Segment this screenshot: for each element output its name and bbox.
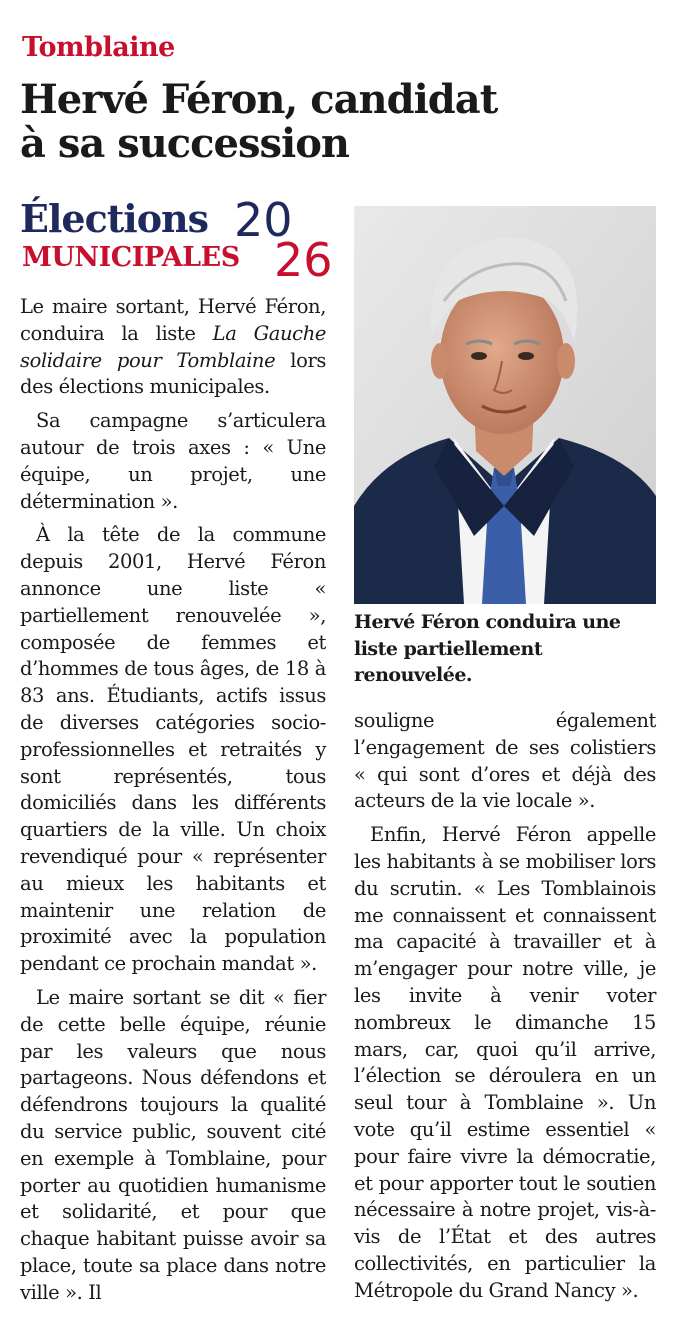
- elections-2026-logo: [20, 196, 340, 286]
- paragraph-4: Le maire sortant se dit « fier de cette belle équipe, réunie par les valeurs que nous partageons. Nous défendons et défendrons toujours la qualité du service public, souvent cité en exemple à Tomblaine, pour porter au quotidien humanisme et solidarité, et pour que chaque habitant puisse avoir sa place, toute sa place dans notre ville ». Il: [20, 985, 326, 1304]
- paragraph-2: Sa campagne s’articulera autour de trois axes : « Une équipe, un projet, une détermination ».: [20, 409, 326, 513]
- headline: [20, 78, 660, 166]
- logo-year-bottom: 26: [274, 233, 333, 280]
- candidate-photo: [354, 206, 656, 604]
- logo-year-graphic: [232, 196, 342, 280]
- article-column-right: [354, 708, 656, 1312]
- photo-caption: Hervé Féron conduira une liste partiellement renouvelée.: [354, 611, 621, 686]
- paragraph-3: À la tête de la commune depuis 2001, Hervé Féron annonce une liste « partiellement renouvelée », composée de femmes et d’hommes de tous âges, de 18 à 83 ans. Étudiants, actifs issus de diverses catégories socio-professionnelles et retraités y sont représentés, tous domiciliés dans les différents quartiers de la ville. Un choix revendiqué pour « représenter au mieux les habitants et maintenir une relation de proximité avec la population pendant ce prochain mandat ».: [20, 523, 326, 976]
- logo-elections-text: Élections: [20, 196, 209, 241]
- list-name-italic: La Gauche solidaire pour Tomblaine: [20, 321, 326, 372]
- headline-line-2: à sa succession: [20, 120, 349, 167]
- portrait-illustration: [354, 206, 656, 604]
- section-label: Tomblaine: [22, 32, 175, 63]
- logo-municipales-text: MUNICIPALES: [22, 242, 240, 273]
- paragraph-6: Enfin, Hervé Féron appelle les habitants à se mobiliser lors du scrutin. « Les Tomblainois me connaissent et connaissent ma capacité à travailler et à m’engager pour notre ville, je les invite à venir voter nombreux le dimanche 15 mars, car, quoi qu’il arrive, l’élection se déroulera en un seul tour à Tomblaine ». Un vote qu’il estime essentiel « pour faire vivre la démocratie, et pour apporter tout le soutien nécessaire à notre projet, vis-à-vis de l’État et des autres collectivités, en particulier la Métropole du Grand Nancy ».: [354, 823, 656, 1302]
- logo-year-top: 20: [234, 196, 293, 247]
- headline-line-1: Hervé Féron, candidat: [20, 76, 498, 123]
- article-column-left: [20, 294, 326, 1313]
- paragraph-5: souligne également l’engagement de ses colistiers « qui sont d’ores et déjà des acteurs de la vie locale ».: [354, 709, 656, 813]
- paragraph-1: Le maire sortant, Hervé Féron, conduira la liste La Gauche solidaire pour Tomblaine lors des élections municipales.: [20, 295, 326, 399]
